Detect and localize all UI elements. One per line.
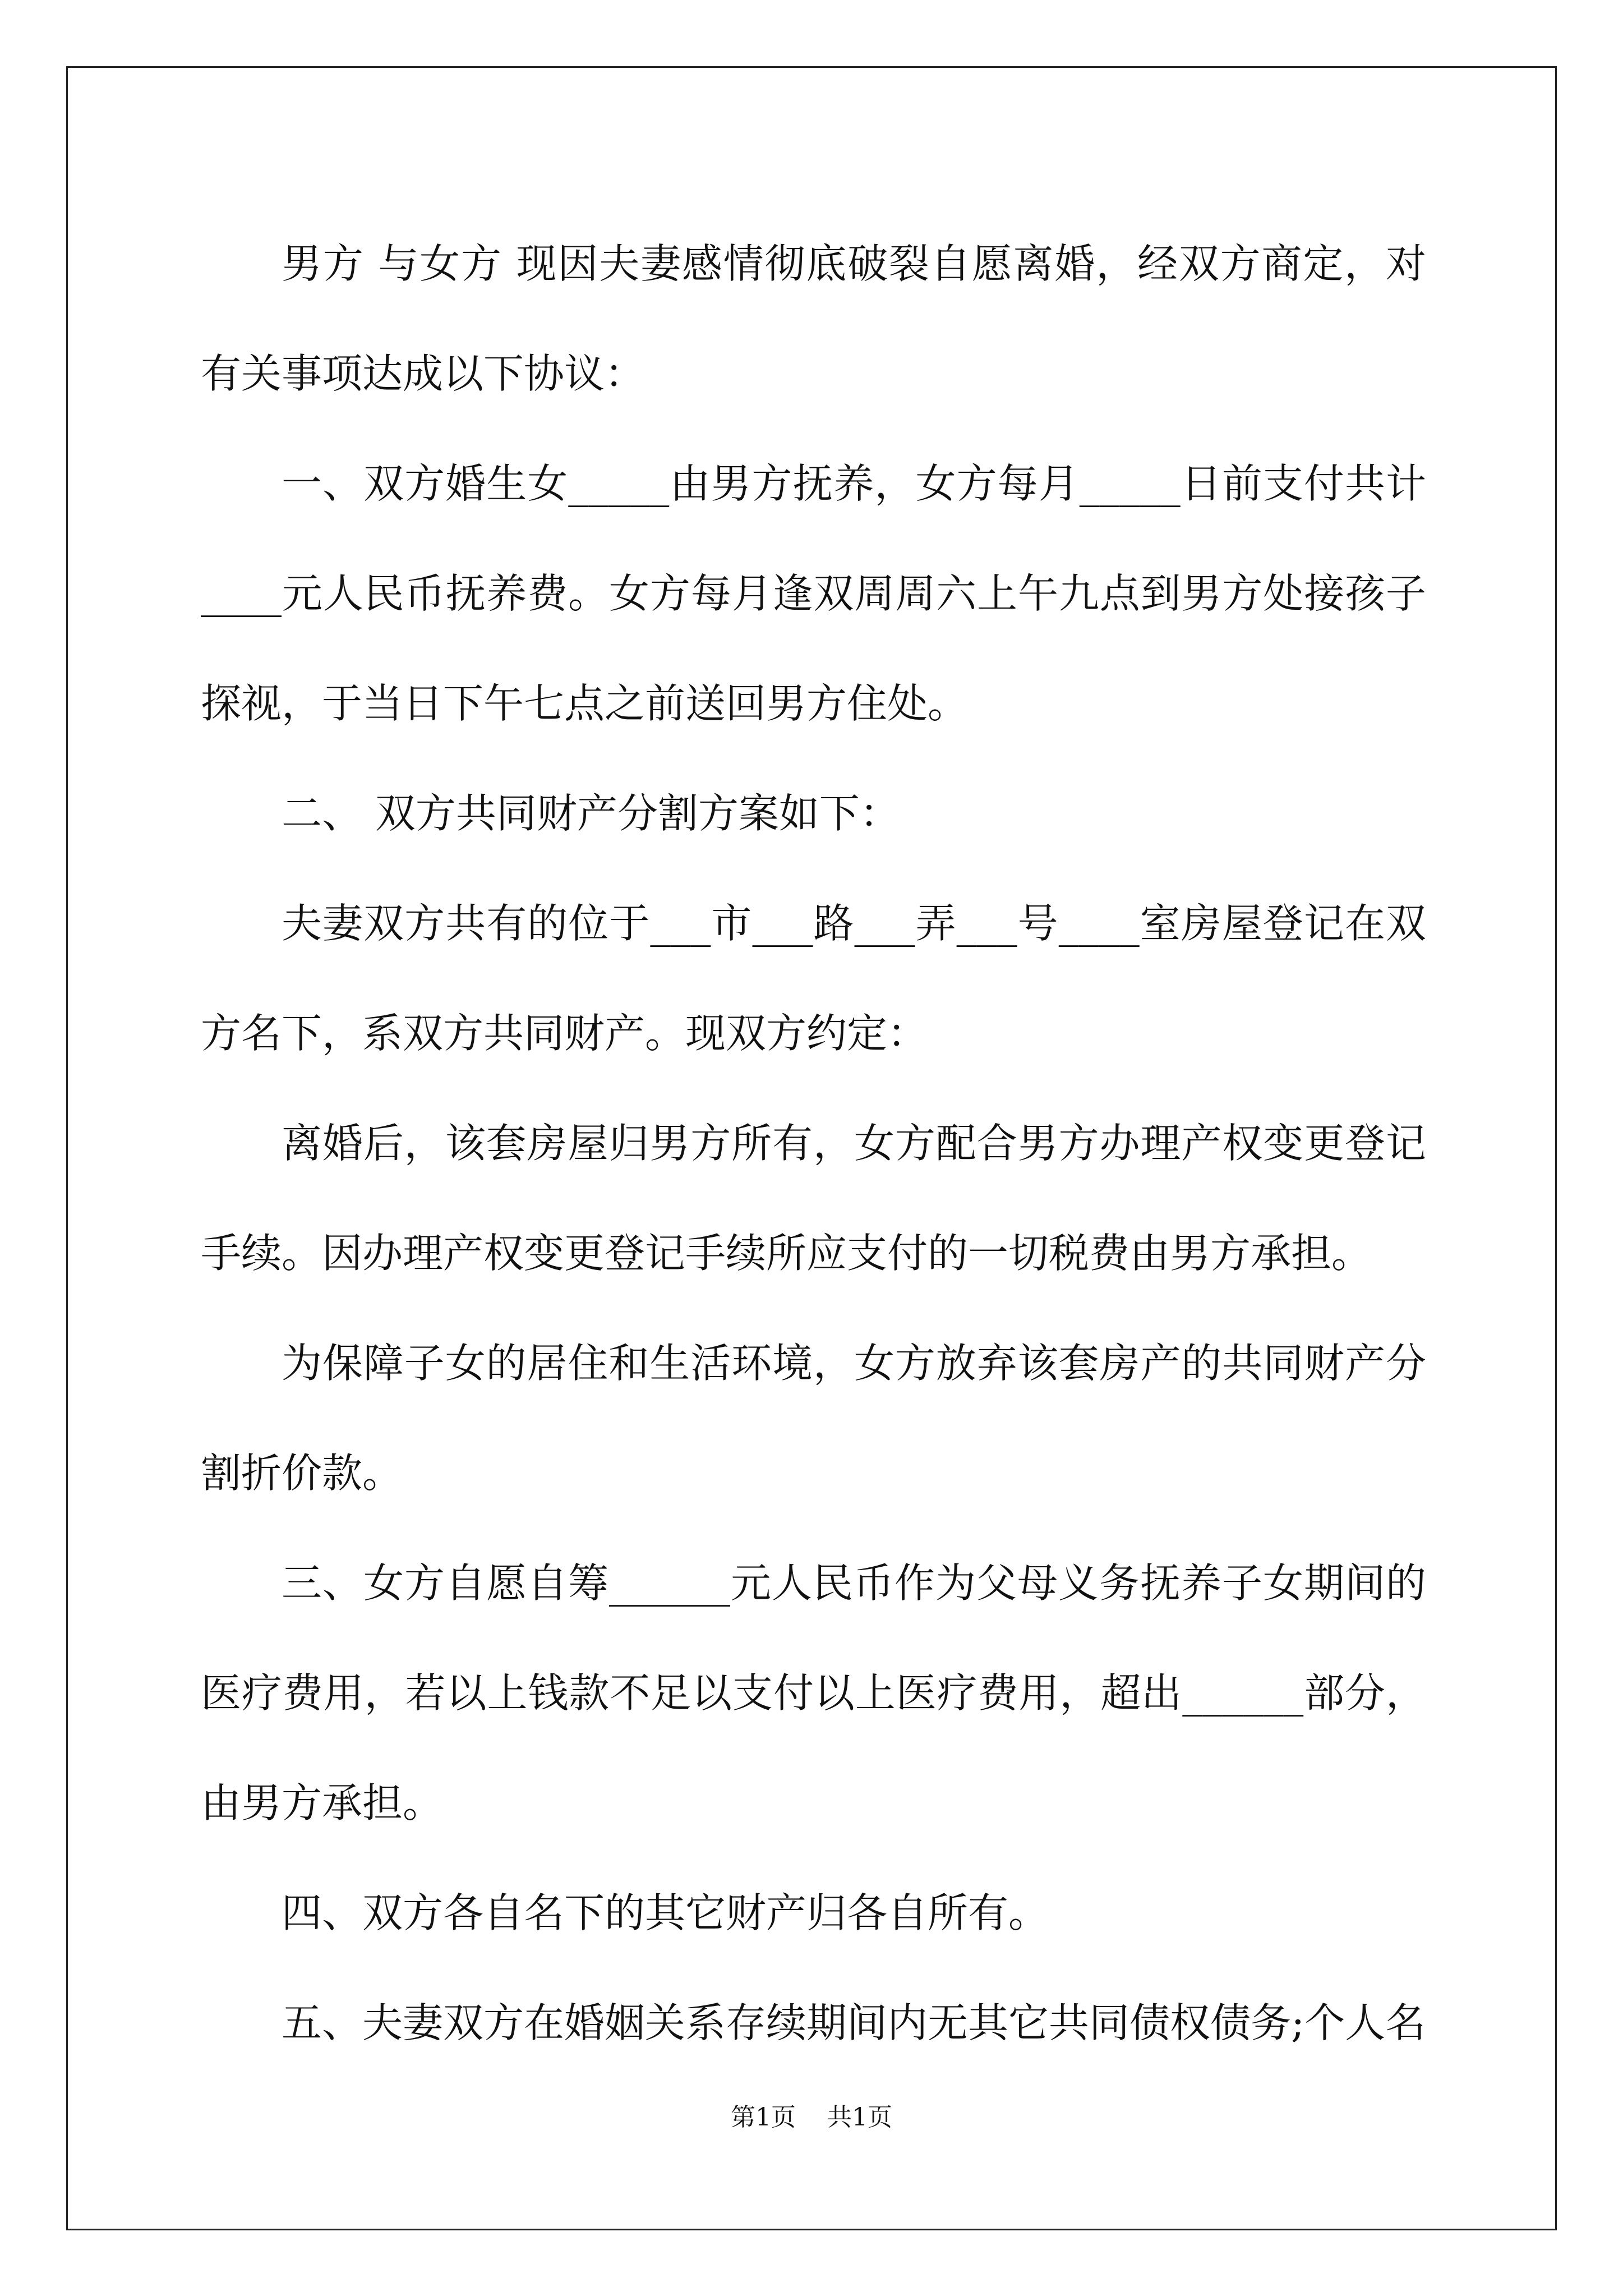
paragraph-property-waiver: 为保障子女的居住和生活环境，女方放弃该套房产的共同财产分割折价款。 — [201, 1340, 1426, 1497]
paragraph-clause-3: 三、女方自愿自筹______元人民币作为父母义务抚养子女期间的医疗费用，若以上钱款不足以支付以上医疗费用，超出______部分，由男方承担。 — [201, 1559, 1426, 1826]
paragraph-clause-2-heading: 二、 双方共同财产分割方案如下： — [282, 790, 900, 837]
page-footer — [0, 2101, 1623, 2134]
paragraph-clause-4: 四、双方各自名下的其它财产归各自所有。 — [282, 1889, 1049, 1936]
page-number-total: 共1页 — [827, 2103, 892, 2132]
document-body — [201, 209, 1426, 2078]
page-number-current: 第1页 — [731, 2103, 796, 2132]
paragraph-property-location: 夫妻双方共有的位于___市___路___弄___号____室房屋登记在双方名下，系双方共同财产。现双方约定： — [201, 900, 1426, 1057]
paragraph-clause-1: 一、双方婚生女_____由男方抚养，女方每月_____日前支付共计____元人民币抚养费。女方每月逢双周周六上午九点到男方处接孩子探视，于当日下午七点之前送回男方住处。 — [201, 460, 1426, 727]
paragraph-intro: 男方 与女方 现因夫妻感情彻底破裂自愿离婚，经双方商定，对有关事项达成以下协议： — [201, 240, 1426, 397]
paragraph-clause-5: 五、夫妻双方在婚姻关系存续期间内无其它共同债权债务;个人名 — [282, 1999, 1426, 2046]
paragraph-property-ownership: 离婚后，该套房屋归男方所有，女方配合男方办理产权变更登记手续。因办理产权变更登记手续所应支付的一切税费由男方承担。 — [201, 1120, 1426, 1277]
